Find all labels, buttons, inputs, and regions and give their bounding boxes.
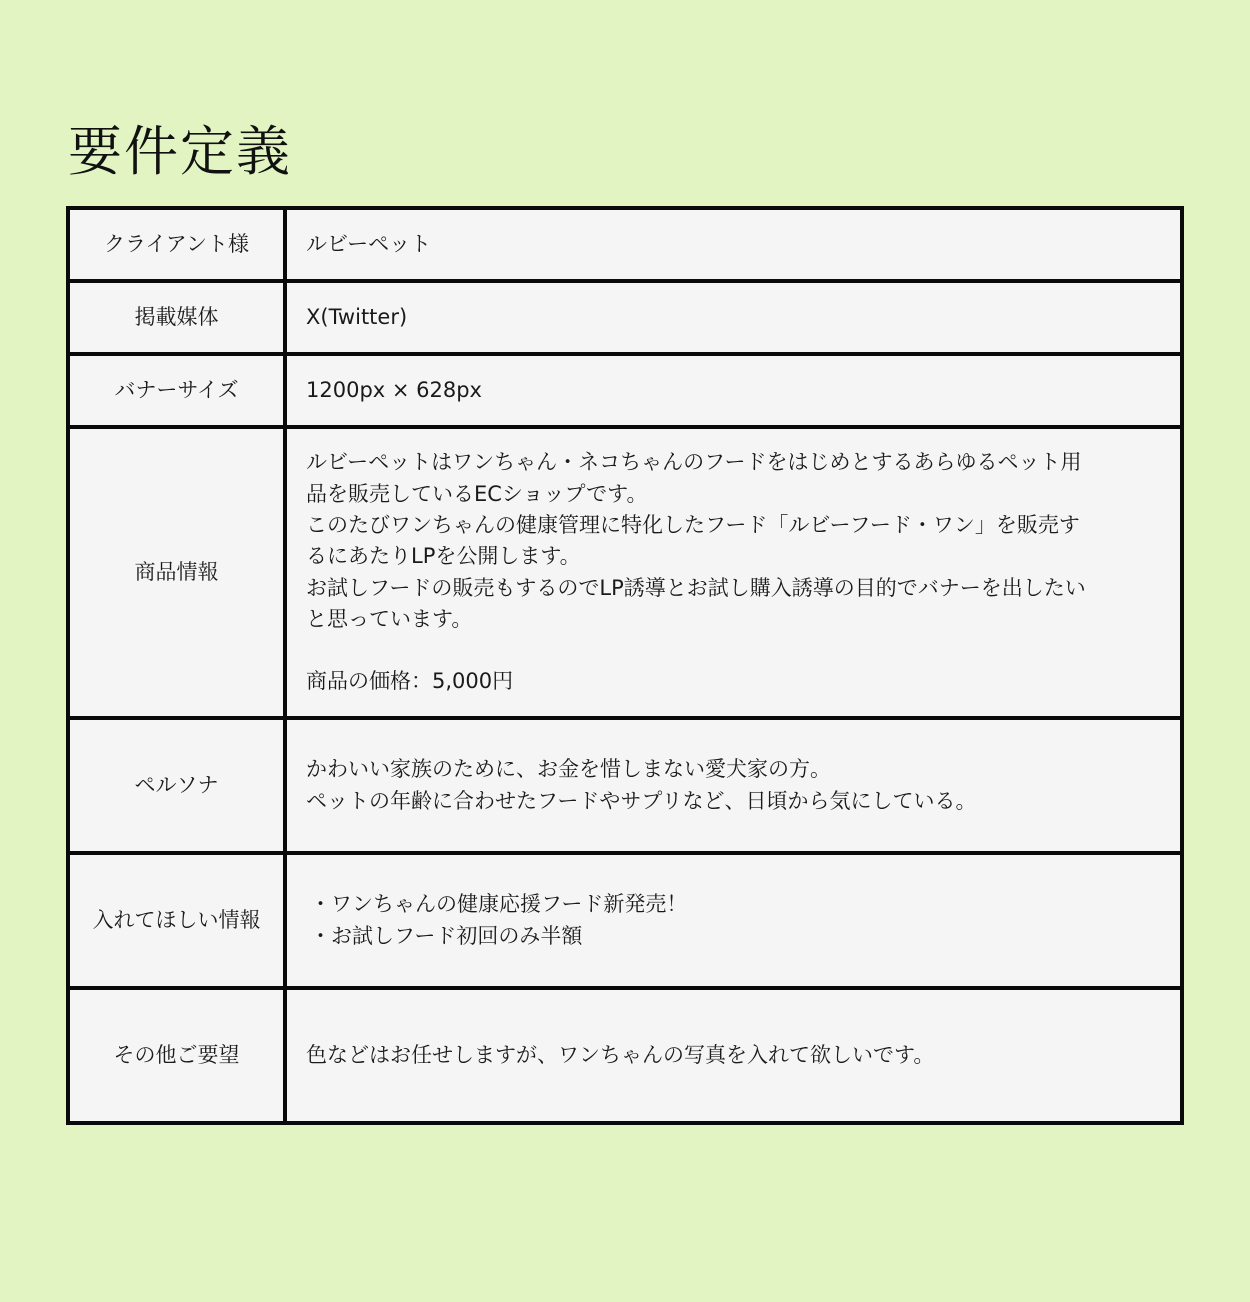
table-row-media <box>68 281 1182 354</box>
table-row-product-info <box>68 427 1182 718</box>
table-row-include-info <box>68 853 1182 988</box>
product-info-line: このたびワンちゃんの健康管理に特化したフード「ルビーフード・ワン」を販売す <box>306 512 1080 537</box>
product-info-line: ルビーペットはワンちゃん・ネコちゃんのフードをはじめとするあらゆるペット用 <box>306 450 1082 475</box>
persona-line: かわいい家族のために、お金を惜しまない愛犬家の方。 <box>306 757 831 782</box>
include-info-label: 入れてほしい情報 <box>68 853 285 988</box>
include-info-item: ・ワンちゃんの健康応援フード新発売！ <box>310 892 688 917</box>
include-info-item: ・お試しフード初回のみ半額 <box>310 923 583 948</box>
media-value: X(Twitter) <box>285 281 1182 354</box>
table-row-persona <box>68 718 1182 853</box>
banner-size-value: 1200px × 628px <box>285 354 1182 427</box>
other-requests-label: その他ご要望 <box>68 988 285 1123</box>
persona-label: ペルソナ <box>68 718 285 853</box>
table-row-client <box>68 208 1182 281</box>
include-info-value <box>285 853 1182 988</box>
product-price: 商品の価格：5,000円 <box>306 669 514 694</box>
client-label: クライアント様 <box>68 208 285 281</box>
media-label: 掲載媒体 <box>68 281 285 354</box>
persona-line: ペットの年齢に合わせたフードやサプリなど、日頃から気にしている。 <box>306 788 977 813</box>
product-info-line: 品を販売しているECショップです。 <box>306 481 648 506</box>
table-row-other-requests <box>68 988 1182 1123</box>
product-info-line: と思っています。 <box>306 606 473 631</box>
product-info-label: 商品情報 <box>68 427 285 718</box>
requirements-table <box>66 206 1184 1125</box>
banner-size-label: バナーサイズ <box>68 354 285 427</box>
spacer <box>306 635 1150 666</box>
product-info-line: るにあたりLPを公開します。 <box>306 544 581 569</box>
page-title: 要件定義 <box>68 120 292 183</box>
client-value: ルビーペット <box>285 208 1182 281</box>
persona-value <box>285 718 1182 853</box>
product-info-value <box>285 427 1182 718</box>
other-requests-value: 色などはお任せしますが、ワンちゃんの写真を入れて欲しいです。 <box>285 988 1182 1123</box>
table-row-banner-size <box>68 354 1182 427</box>
product-info-line: お試しフードの販売もするのでLP誘導とお試し購入誘導の目的でバナーを出したい <box>306 575 1086 600</box>
